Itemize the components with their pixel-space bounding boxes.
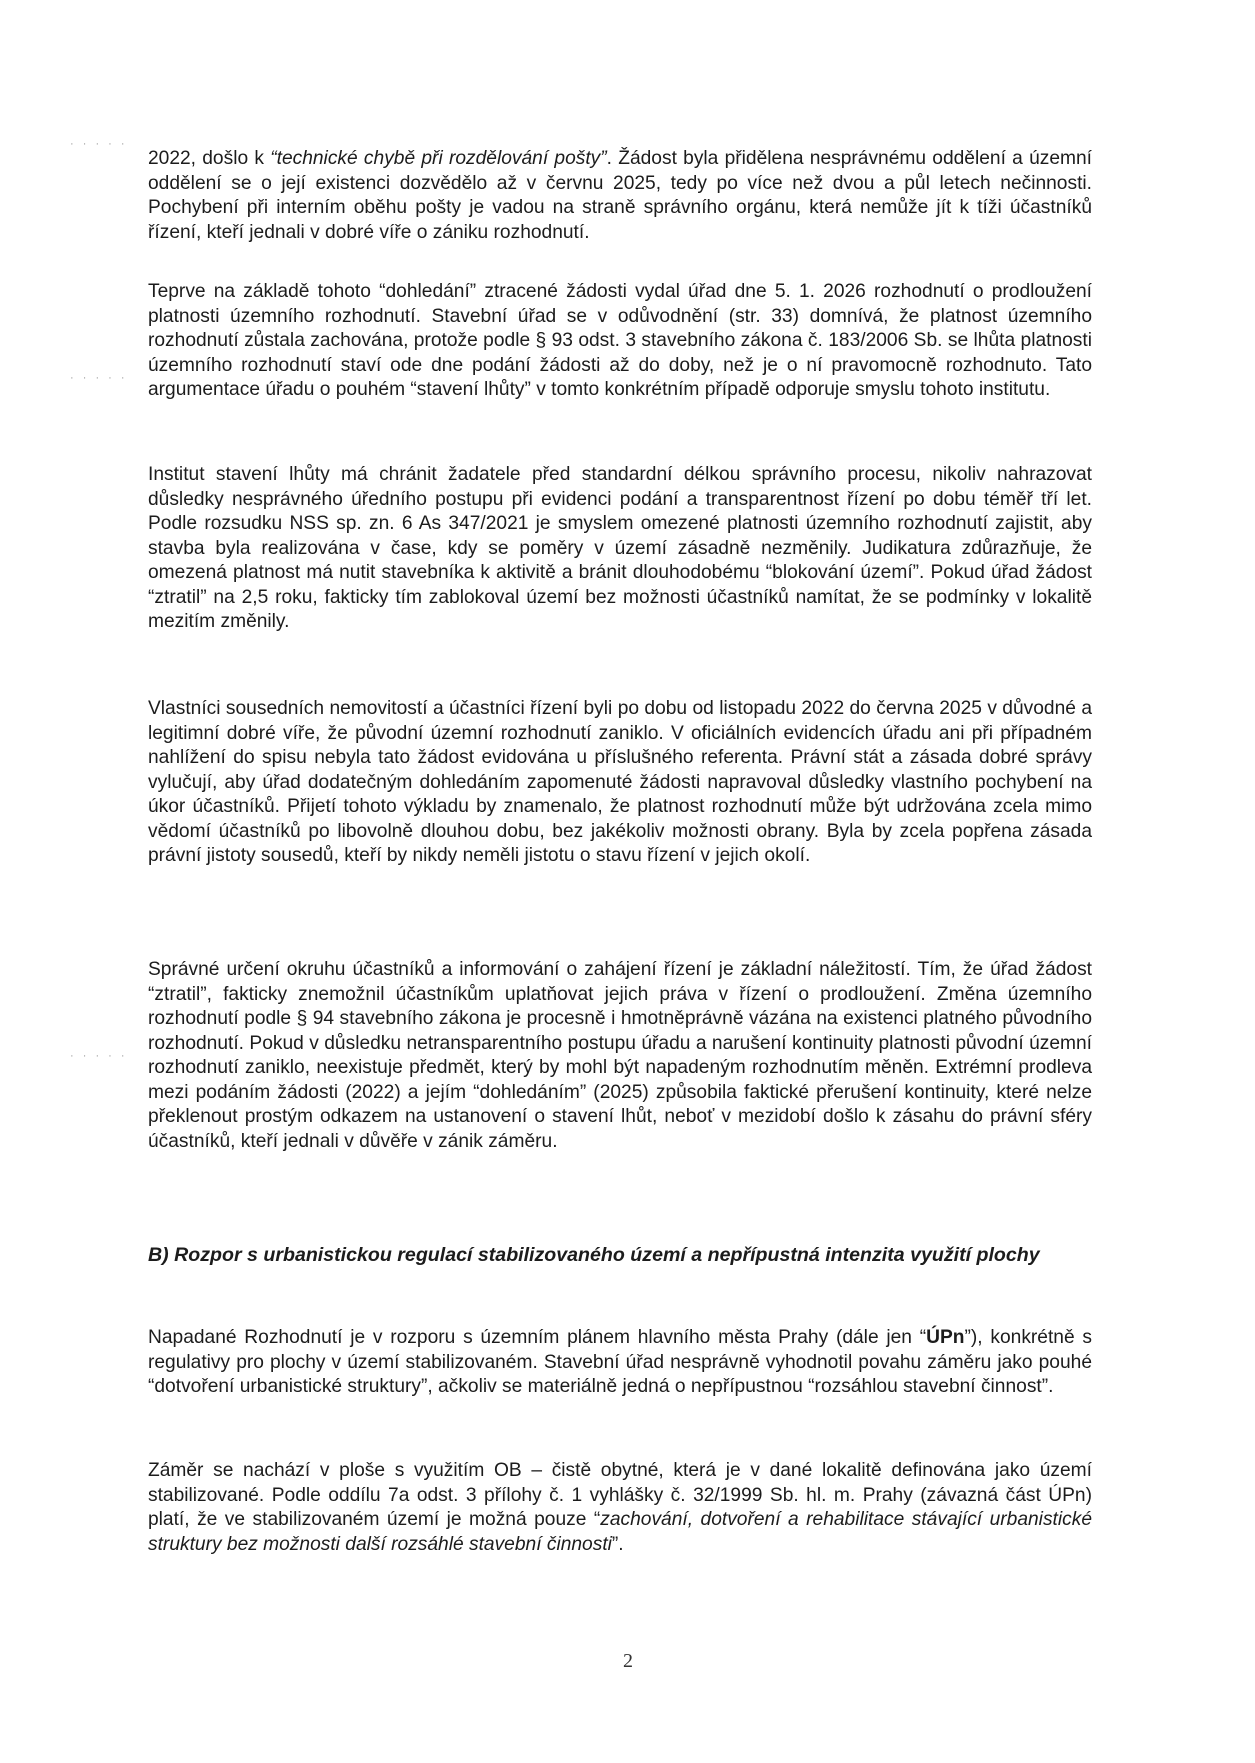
section-heading: B) Rozpor s urbanistickou regulací stabilizovaného území a nepřípustná intenzita využití plochy [148, 1244, 1040, 1266]
scan-speck: · · · · · [70, 1050, 128, 1062]
text-run: . Žádost byla přidělena nesprávnému oddělení a územní oddělení se o její existenci dozvědělo až v červnu 2025, tedy po více než dvou a půl letech nečinnosti. Pochybení při interním oběhu pošty je vadou na straně správního orgánu, která nemůže jít k tíži účastníků řízení, kteří jednali v dobré víře o zániku rozhodnutí. [148, 148, 1092, 243]
paragraph-3 [148, 463, 1092, 635]
scan-speck: · · · · · [70, 372, 128, 384]
paragraph-1 [148, 147, 1092, 245]
text-run: ”), konkrétně s regulativy pro plochy v území stabilizovaném. Stavební úřad nesprávně vyhodnotil povahu záměru jako pouhé “dotvoření urbanistické struktury”, ačkoliv se materiálně jedná o nepřípustnou “rozsáhlou stavební činnost”. [148, 1327, 1092, 1397]
body-paragraph [148, 280, 1092, 403]
body-paragraph [148, 1326, 1092, 1400]
body-paragraph [148, 697, 1092, 869]
body-paragraph [148, 958, 1092, 1154]
text-run: Záměr se nachází v ploše s využitím OB – čistě obytné, která je v dané lokalitě definována jako území stabilizované. Podle oddílu 7a odst. 3 přílohy č. 1 vyhlášky č. 32/1999 Sb. hl. m. Prahy (závazná část ÚPn) platí, že ve stabilizovaném území je možná pouze “ [148, 1460, 1092, 1530]
paragraph-4 [148, 697, 1092, 869]
text-run: Institut stavení lhůty má chránit žadatele před standardní délkou správního procesu, nikoliv nahrazovat důsledky nesprávného úředního postupu při evidenci podání a transparentnost řízení po dobu téměř tří let. Podle rozsudku NSS sp. zn. 6 As 347/2021 je smyslem omezené platnosti územního rozhodnutí zajistit, aby stavba byla realizována v čase, kdy se poměry v území zásadně nezměnily. Judikatura zdůrazňuje, že omezená platnost má nutit stavebníka k aktivitě a bránit dlouhodobému “blokování území”. Pokud úřad žádost “ztratil” na 2,5 roku, fakticky tím zablokoval území bez možnosti účastníků namítat, že se podmínky v lokalitě mezitím změnily. [148, 464, 1092, 632]
paragraph-7 [148, 1459, 1092, 1557]
section-heading-b [148, 1243, 1092, 1268]
text-run: Teprve na základě tohoto “dohledání” ztracené žádosti vydal úřad dne 5. 1. 2026 rozhodnutí o prodloužení platnosti územního rozhodnutí. Stavební úřad se v odůvodnění (str. 33) domnívá, že platnost územního rozhodnutí zůstala zachována, protože podle § 93 odst. 3 stavebního zákona č. 183/2006 Sb. se lhůta platnosti územního rozhodnutí staví ode dne podání žádosti až do doby, než je o ní pravomocně rozhodnuto. Tato argumentace úřadu o pouhém “stavení lhůty” v tomto konkrétním případě odporuje smyslu tohoto institutu. [148, 281, 1092, 400]
text-run: Správné určení okruhu účastníků a informování o zahájení řízení je základní náležitostí. Tím, že úřad žádost “ztratil”, fakticky znemožnil účastníkům uplatňovat jejich práva v řízení o prodloužení. Změna územního rozhodnutí podle § 94 stavebního zákona je procesně i hmotněprávně vázána na existenci platného původního rozhodnutí. Pokud v důsledku netransparentního postupu úřadu a narušení kontinuity platnosti původní územní rozhodnutí zaniklo, neexistuje předmět, který by mohl být napadeným rozhodnutím měněn. Extrémní prodleva mezi podáním žádosti (2022) a jejím “dohledáním” (2025) způsobila faktické přerušení kontinuity, které nelze překlenout prostým odkazem na ustanovení o stavení lhůt, neboť v mezidobí došlo k zásahu do právní sféry účastníků, kteří jednali v důvěře v zánik záměru. [148, 959, 1092, 1152]
paragraph-2 [148, 280, 1092, 403]
body-paragraph [148, 463, 1092, 635]
scan-speck: · · · · · [70, 138, 128, 150]
text-run: 2022, došlo k [148, 148, 271, 169]
page-number: 2 [623, 1650, 633, 1672]
bold-text: ÚPn [926, 1327, 965, 1348]
text-run: ”. [611, 1533, 624, 1555]
italic-text: zachování, dotvoření a rehabilitace stávající urbanistické struktury bez možnosti další rozsáhlé stavební činnosti [148, 1509, 1092, 1555]
italic-text: “technické chybě při rozdělování pošty” [270, 148, 607, 169]
body-paragraph [148, 1459, 1092, 1557]
text-run: Napadané Rozhodnutí je v rozporu s územním plánem hlavního města Prahy (dále jen “ [148, 1327, 927, 1348]
paragraph-5 [148, 958, 1092, 1154]
body-paragraph [148, 147, 1092, 245]
text-run: Vlastníci sousedních nemovitostí a účastníci řízení byli po dobu od listopadu 2022 do června 2025 v důvodné a legitimní dobré víře, že původní územní rozhodnutí zaniklo. V oficiálních evidencích úřadu ani při případném nahlížení do spisu nebyla tato žádost evidována u příslušného referenta. Právní stát a zásada dobré správy vylučují, aby úřad dodatečným dohledáním zapomenuté žádosti napravoval důsledky vlastního pochybení na úkor účastníků. Přijetí tohoto výkladu by znamenalo, že platnost rozhodnutí může být udržována zcela mimo vědomí účastníků po libovolně dlouhou dobu, bez jakékoliv možnosti obrany. Byla by zcela popřena zásada právní jistoty sousedů, kteří by nikdy neměli jistotu o stavu řízení v jejich okolí. [148, 698, 1092, 866]
paragraph-6 [148, 1326, 1092, 1400]
